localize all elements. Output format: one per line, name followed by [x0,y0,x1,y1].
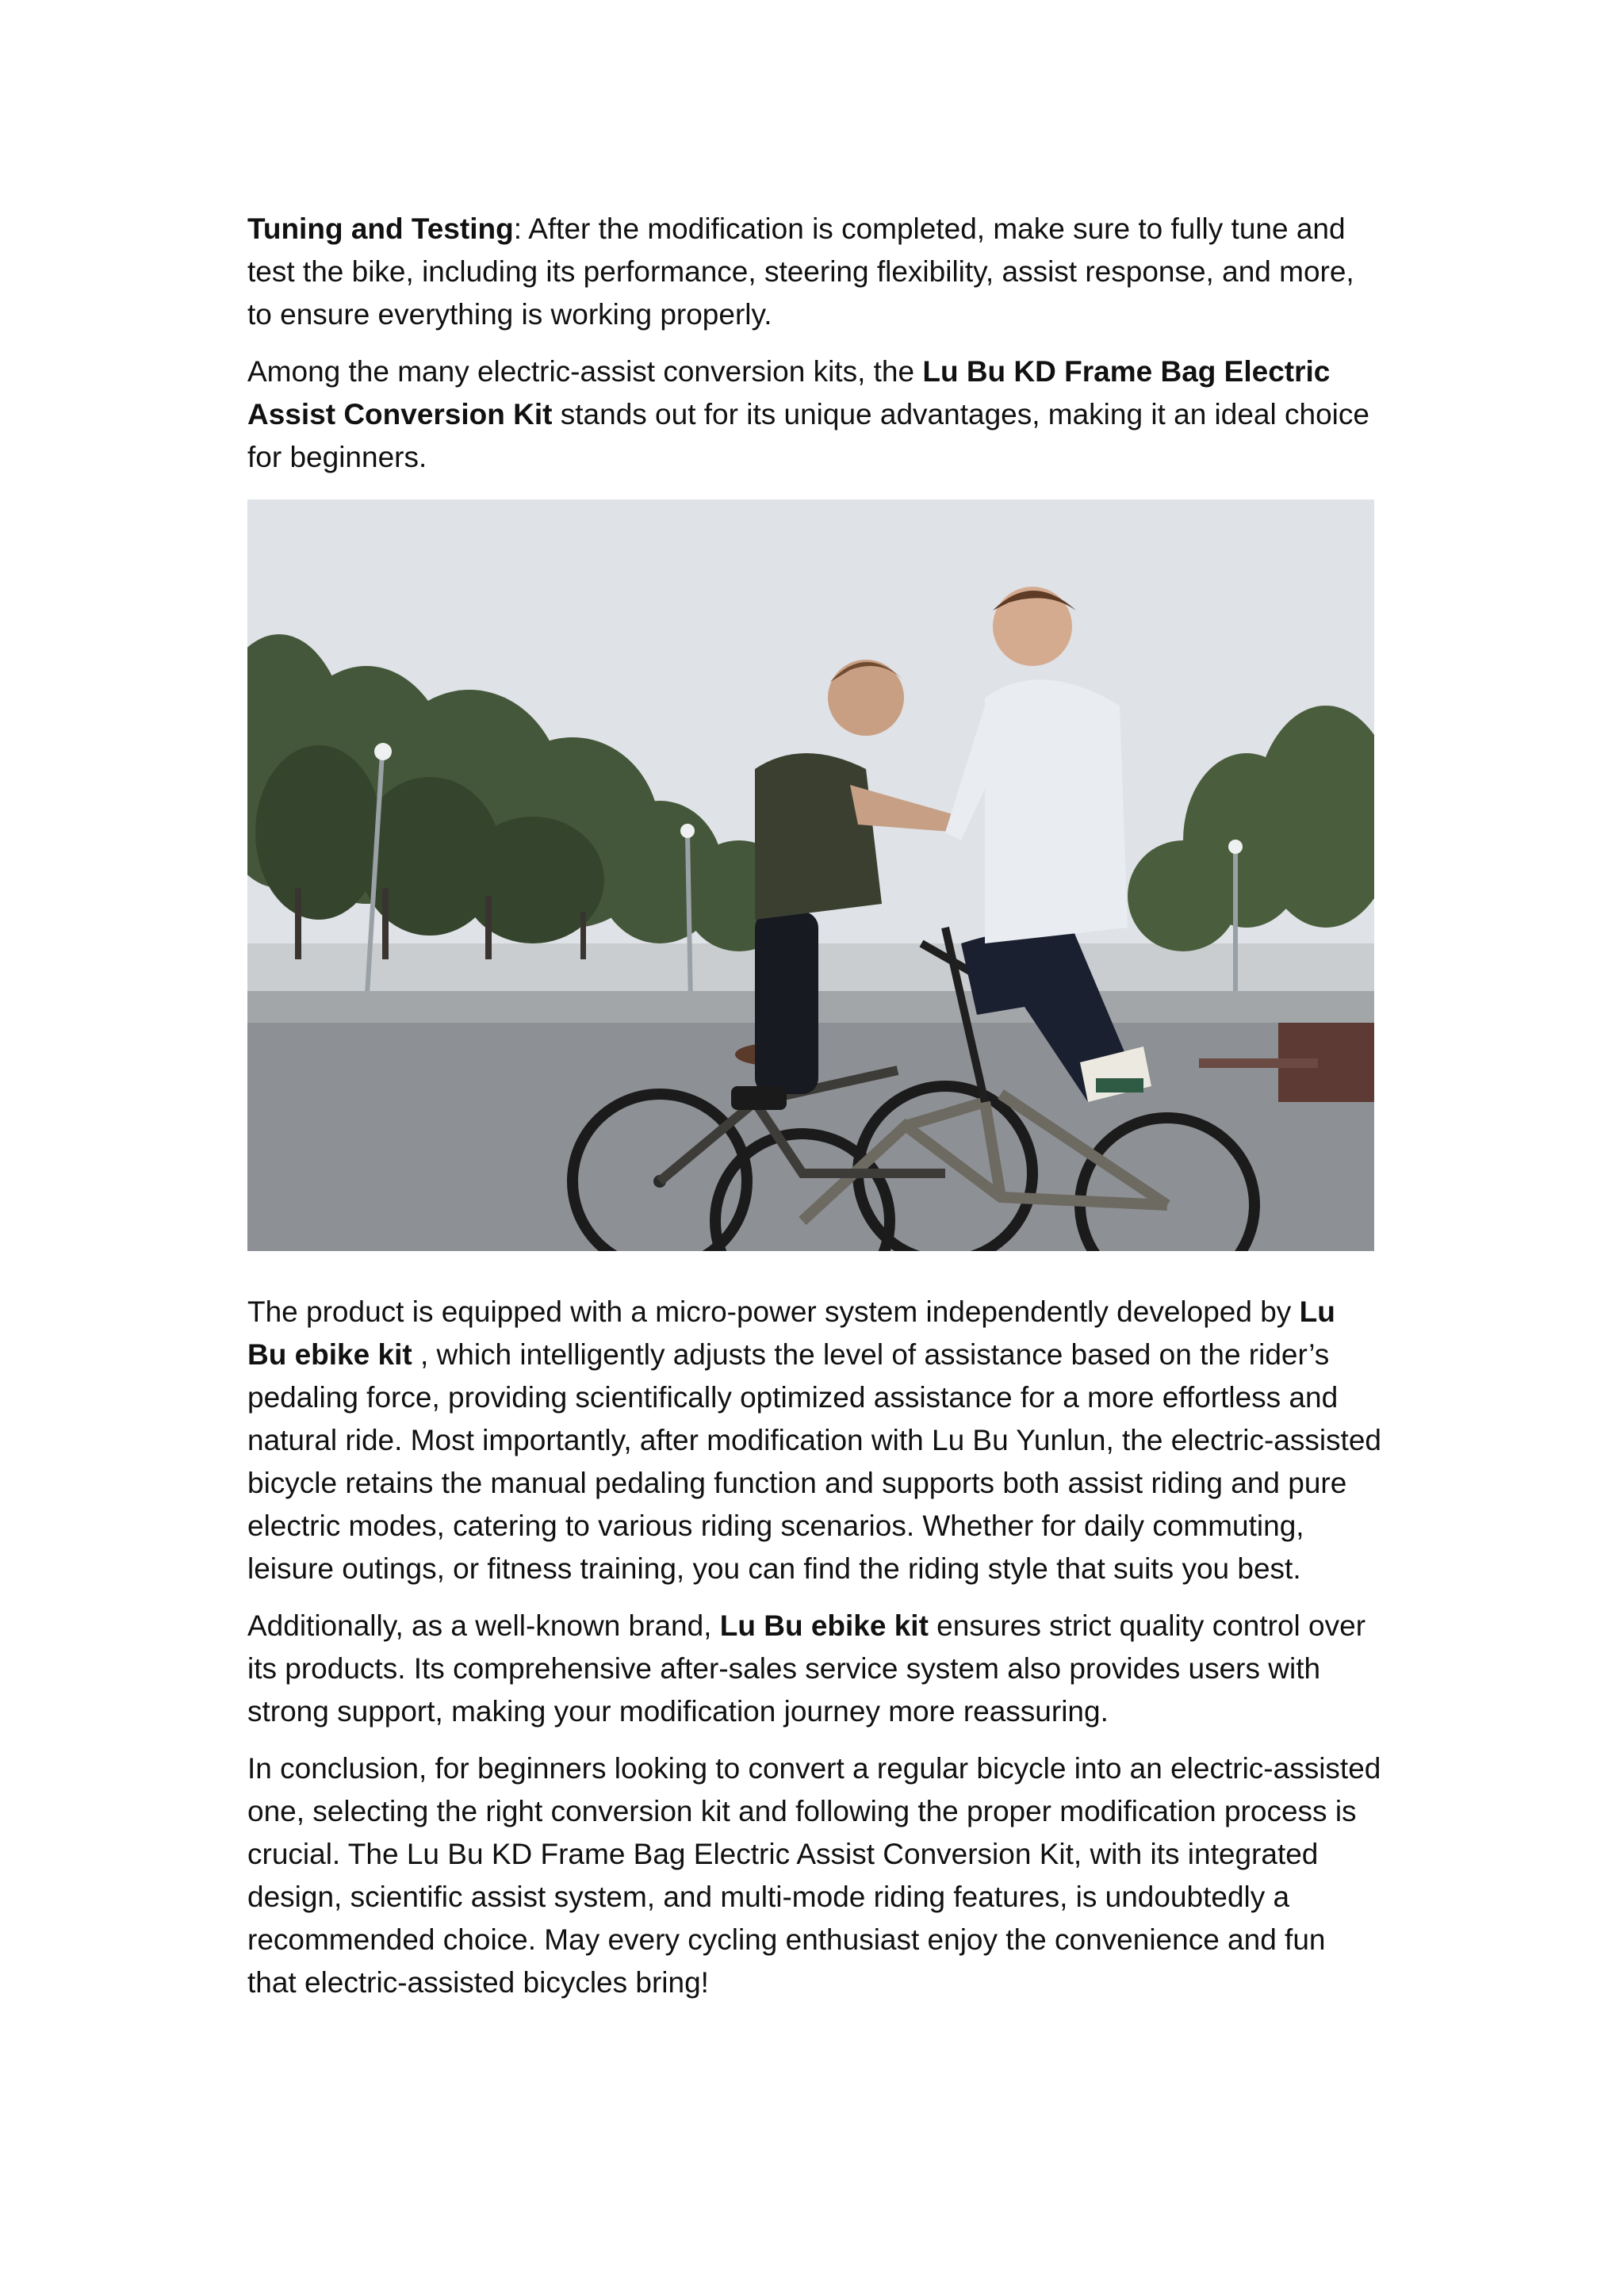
text-run: ensures strict quality control over its products. Its comprehensive after-sales service system also provides users with strong support, making your modification journey more reassuring. [247,1609,1366,1728]
paragraph-kit-intro [247,350,1381,479]
text-run: In conclusion, for beginners looking to convert a regular bicycle into an electric-assisted one, selecting the right conversion kit and following the proper modification process is crucial. The Lu Bu KD Frame Bag Electric Assist Conversion Kit, with its integrated design, scientific assist system, and multi-mode riding features, is undoubtedly a recommended choice. May every cycling enthusiast enjoy the convenience and fun that electric-assisted bicycles bring! [247,1752,1381,1999]
cyclists-photo [247,499,1374,1251]
text-run: stands out for its unique advantages, making it an ideal choice for beginners. [247,398,1369,473]
text-run: , which intelligently adjusts the level of assistance based on the rider’s pedaling force, providing scientifically optimized assistance for a more effortless and natural ride. Most importantly, after modification with Lu Bu Yunlun, the electric-assisted bicycle retains the manual pedaling function and supports both assist riding and pure electric modes, catering to various riding scenarios. Whether for daily commuting, leisure outings, or fitness training, you can find the riding style that suits you best. [247,1338,1381,1585]
text-run: Additionally, as a well-known brand, [247,1609,720,1642]
bold-run: Lu Bu ebike kit [719,1609,929,1642]
photo-illustration [247,499,1374,1251]
text-run: : After the modification is completed, make sure to fully tune and test the bike, including its performance, steering flexibility, assist response, and more, to ensure everything is working properly. [247,212,1354,331]
text-run: The product is equipped with a micro-power system independently developed by [247,1295,1300,1328]
text-run: Among the many electric-assist conversion kits, the [247,355,923,388]
paragraph-quality-control [247,1605,1381,1733]
paragraph-conclusion [247,1747,1381,2004]
bold-run: Tuning and Testing [247,212,514,245]
bold-run: Lu Bu KD Frame Bag Electric Assist Conversion Kit [247,355,1331,430]
paragraph-micro-power-system [247,1291,1381,1590]
bold-run: Lu Bu ebike kit [247,1295,1335,1371]
paragraph-tuning-testing [247,208,1381,336]
document-page [247,208,1381,2004]
